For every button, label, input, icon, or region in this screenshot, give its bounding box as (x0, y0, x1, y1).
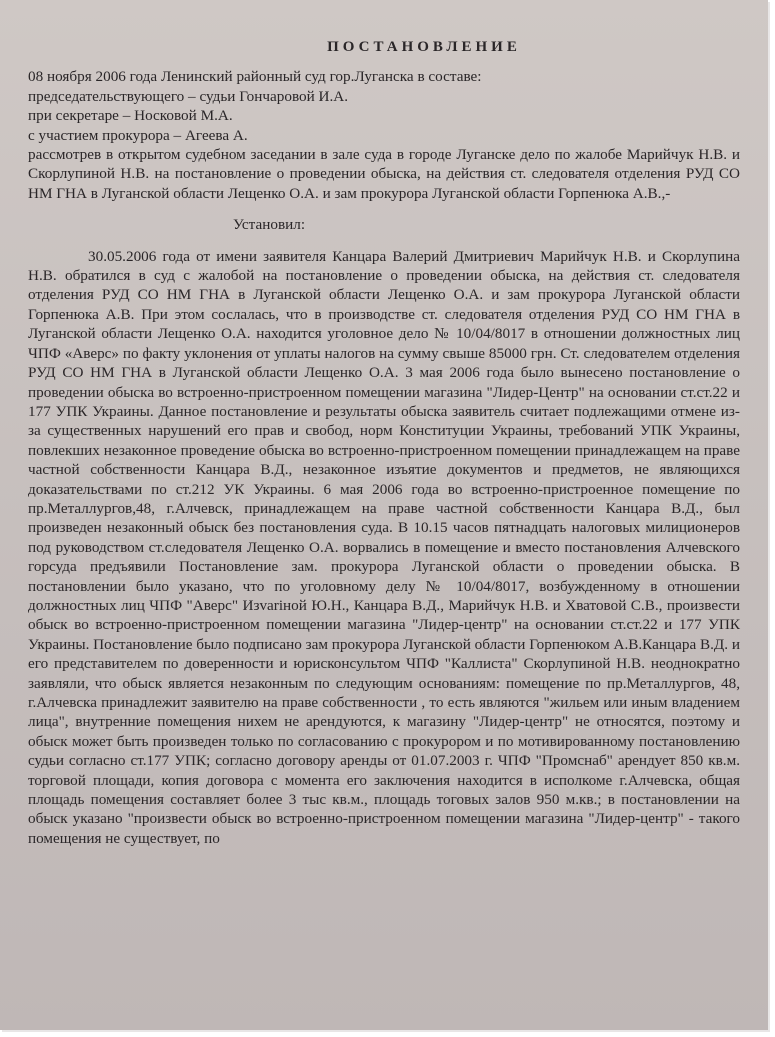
header-line-prosecutor: с участием прокурора – Агеева А. (28, 126, 248, 144)
header-line-secretary: при секретаре – Носковой М.А. (28, 107, 233, 125)
document-title: ПОСТАНОВЛЕНИЕ (327, 39, 521, 55)
intro-paragraph: рассмотрев в открытом судебном заседании в зале суда в городе Луганске дело по жалобе Марийчук Н.В. и Скорлупиной Н.В. на постановление о проведении обыска, на действия ст. следователя отделения РУД СО НМ ГНА в Луганской области Лещенко О.А. и зам прокурора Луганской области Горпенюка А.В.,- (28, 146, 740, 202)
header-line-judge: председательствующего – судьи Гончаровой И.А. (28, 87, 349, 105)
header-line-court: 08 ноября 2006 года Ленинский районный суд гор.Луганска в составе: (28, 68, 482, 86)
section-heading: Установил: (233, 216, 306, 234)
body-paragraph: 30.05.2006 года от имени заявителя Канцара Валерий Дмитриевич Марийчук Н.В. и Скорлупина Н.В. обратился в суд с жалобой на постановление о проведении обыска, на действия ст. следователя отделения РУД СО НМ ГНА в Луганской области Лещенко О.А. и зам прокурора Луганской области Горпенюка А.В. При этом сослалась, что в производстве ст. следователя отделения РУД СО НМ ГНА в Луганской области Лещенко О.А. находится уголовное дело № 10/04/8017 в отношении должностных лиц ЧПФ «Аверс» по факту уклонения от уплаты налогов на сумму свыше 85000 грн. Ст. следователем отделения РУД СО НМ ГНА в Луганской области Лещенко О.А. 3 мая 2006 года было вынесено постановление о проведении обыска во встроенно-пристроенном помещении магазина "Лидер-Центр" на основании ст.ст.22 и 177 УПК Украины. Данное постановление и результаты обыска заявитель считает подлежащими отмене из-за существенных нарушений его прав и свобод, норм Конституции Украины, требований УПК Украины, повлекших незаконное проведение обыска во встроенно-пристроенном помещении принадлежащем на праве частной собственности Канцара В.Д., незаконное изъятие документов и предметов, не являющихся доказательствами по ст.212 УК Украины. 6 мая 2006 года во встроенно-пристроенное помещение по пр.Металлургов,48, г.Алчевск, принадлежащем на праве частной собственности Канцара В.Д., был произведен незаконный обыск без постановления суда. В 10.15 часов пятнадцать налоговых милиционеров под руководством ст.следователя Лещенко О.А. ворвались в помещение и вместо постановления Алчевского горсуда предъявили Постановление зам. прокурора Луганской области о проведении обыска. В постановлении было указано, что по уголовному делу № 10/04/8017, возбужденному в отношении должностных лиц ЧПФ "Аверс" Изvariной Ю.Н., Канцара В.Д., Марийчук Н.В. и Хватовой С.В., произвести обыск во встроенно-пристроенном помещении магазина "Лидер-центр" на основании ст.ст.22 и 177 УПК Украины. Постановление было подписано зам прокурора Луганской области Горпенюком А.В.Канцара В.Д. и его представителем по доверенности и юрисконсультом ЧПФ "Каллиста" Скорлупиной Н.В. неоднократно заявляли, что обыск является незаконным по следующим основаниям: помещение по пр.Металлургов, 48, г.Алчевска принадлежит заявителю на праве собственности , то есть являются "жильем или иным владением лица", внутренние помещения нихем не арендуются, к магазину "Лидер-центр" не относятся, поэтому и обыск может быть произведен только по согласованию с прокурором и по мотивированному постановлению судьи согласно ст.177 УПК; согласно договору аренды от 01.07.2003 г. ЧПФ "Промснаб" арендует 850 кв.м. торговой площади, копия договора с момента его заключения находится в исполкоме г.Алчевска, общая площадь помещения составляет более 3 тыс кв.м., площадь тоговых залов 950 м.кв.; в постановлении на обыск указано "произвести обыск во встроенно-пристроенном помещении магазина "Лидер-центр" - такого помещения не существует, по (28, 247, 740, 847)
document-body (28, 38, 740, 848)
